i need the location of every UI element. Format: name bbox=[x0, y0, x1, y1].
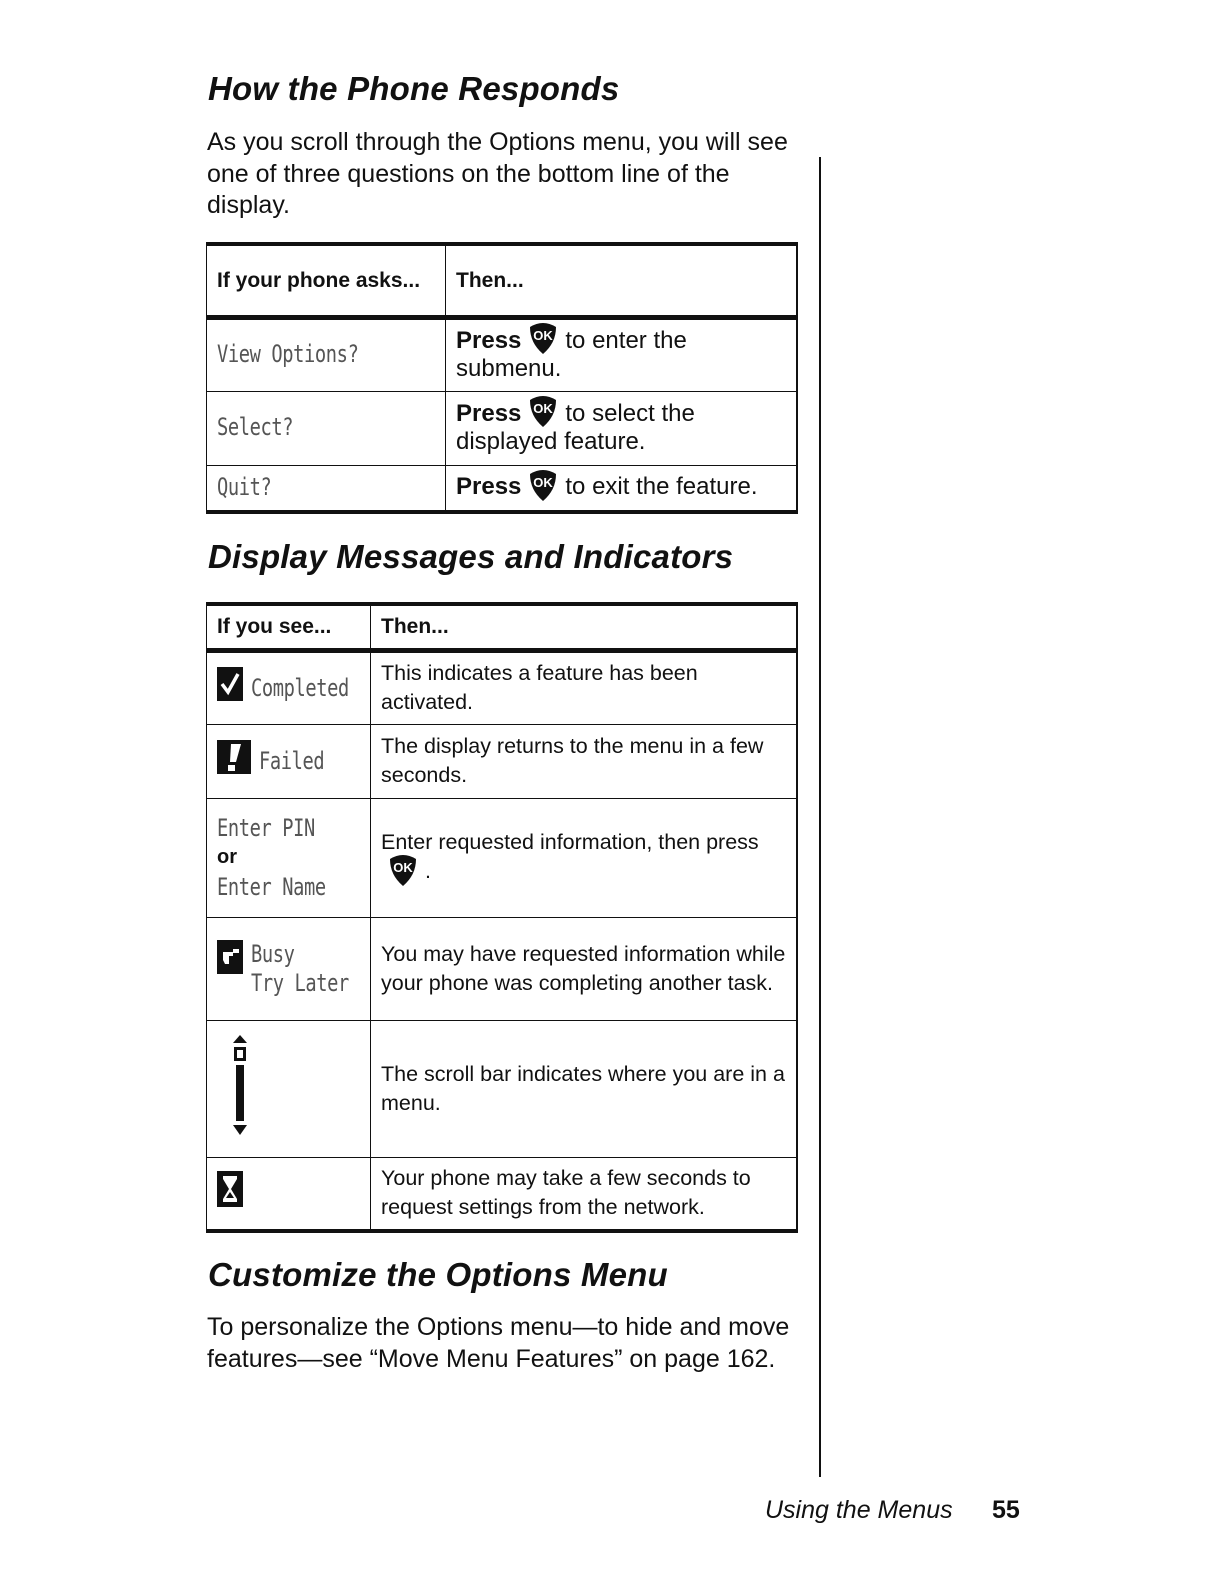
section-title-customize: Customize the Options Menu bbox=[208, 1256, 668, 1293]
table-row bbox=[207, 391, 797, 465]
ok-key-icon bbox=[527, 321, 559, 355]
messages-table bbox=[206, 602, 798, 1233]
message-explanation: You may have requested information while your phone was completing another task. bbox=[371, 917, 797, 1020]
action-text: to select the displayed feature. bbox=[456, 399, 695, 456]
busy-hand-icon bbox=[217, 940, 243, 982]
message-explanation: Enter requested information, then press bbox=[381, 830, 759, 855]
table-row bbox=[207, 650, 797, 724]
footer-chapter: Using the Menus bbox=[765, 1496, 953, 1524]
display-message: Enter Name bbox=[217, 873, 326, 901]
svg-text:OK: OK bbox=[533, 401, 554, 417]
display-prompt: Quit? bbox=[217, 472, 272, 501]
display-message: Failed bbox=[259, 746, 325, 775]
margin-rule bbox=[819, 157, 821, 1477]
message-explanation: The display returns to the menu in a few seconds. bbox=[371, 724, 797, 798]
table-row bbox=[207, 1157, 797, 1231]
hourglass-icon bbox=[217, 1171, 243, 1215]
press-label: Press bbox=[456, 399, 522, 427]
action-text: to enter the submenu. bbox=[456, 326, 687, 383]
display-message: Busy bbox=[251, 939, 295, 968]
section-title-display-messages: Display Messages and Indicators bbox=[208, 538, 734, 575]
table-row bbox=[207, 724, 797, 798]
exclamation-icon bbox=[217, 740, 251, 782]
display-message: Enter PIN bbox=[217, 814, 315, 842]
col-header-then: Then... bbox=[371, 604, 797, 650]
svg-text:OK: OK bbox=[533, 328, 554, 344]
ok-key-icon bbox=[387, 853, 419, 887]
col-header-then: Then... bbox=[446, 244, 797, 317]
responses-table bbox=[206, 242, 798, 514]
table-row bbox=[207, 798, 797, 917]
table-row bbox=[207, 1020, 797, 1157]
section-title-phone-responds: How the Phone Responds bbox=[208, 70, 620, 107]
action-text: to exit the feature. bbox=[565, 473, 758, 501]
display-prompt: Select? bbox=[217, 413, 294, 441]
message-explanation-end: . bbox=[425, 859, 431, 884]
section-intro: As you scroll through the Options menu, you will see one of three questions on the bottom line of the display. bbox=[207, 128, 788, 219]
scroll-bar-icon bbox=[229, 1035, 251, 1143]
or-label: or bbox=[217, 846, 237, 868]
press-label: Press bbox=[456, 473, 522, 501]
customize-body: To personalize the Options menu—to hide and move features—see “Move Menu Features” on page 162. bbox=[207, 1313, 790, 1373]
press-label: Press bbox=[456, 326, 522, 354]
message-explanation: This indicates a feature has been activated. bbox=[371, 650, 797, 724]
message-explanation: The scroll bar indicates where you are in a menu. bbox=[371, 1020, 797, 1157]
table-row bbox=[207, 917, 797, 1020]
ok-key-icon bbox=[527, 468, 559, 502]
page-number: 55 bbox=[992, 1496, 1020, 1524]
display-message: Try Later bbox=[251, 968, 349, 997]
display-prompt: View Options? bbox=[217, 340, 359, 368]
table-row bbox=[207, 465, 797, 512]
message-explanation: Your phone may take a few seconds to request settings from the network. bbox=[371, 1157, 797, 1231]
ok-key-icon bbox=[527, 394, 559, 428]
table-row bbox=[207, 317, 797, 391]
col-header-see: If you see... bbox=[207, 604, 371, 650]
checkmark-icon bbox=[217, 667, 243, 709]
svg-text:OK: OK bbox=[393, 859, 413, 875]
display-message: Completed bbox=[251, 673, 349, 702]
col-header-asks: If your phone asks... bbox=[207, 244, 446, 317]
svg-text:OK: OK bbox=[533, 475, 554, 491]
